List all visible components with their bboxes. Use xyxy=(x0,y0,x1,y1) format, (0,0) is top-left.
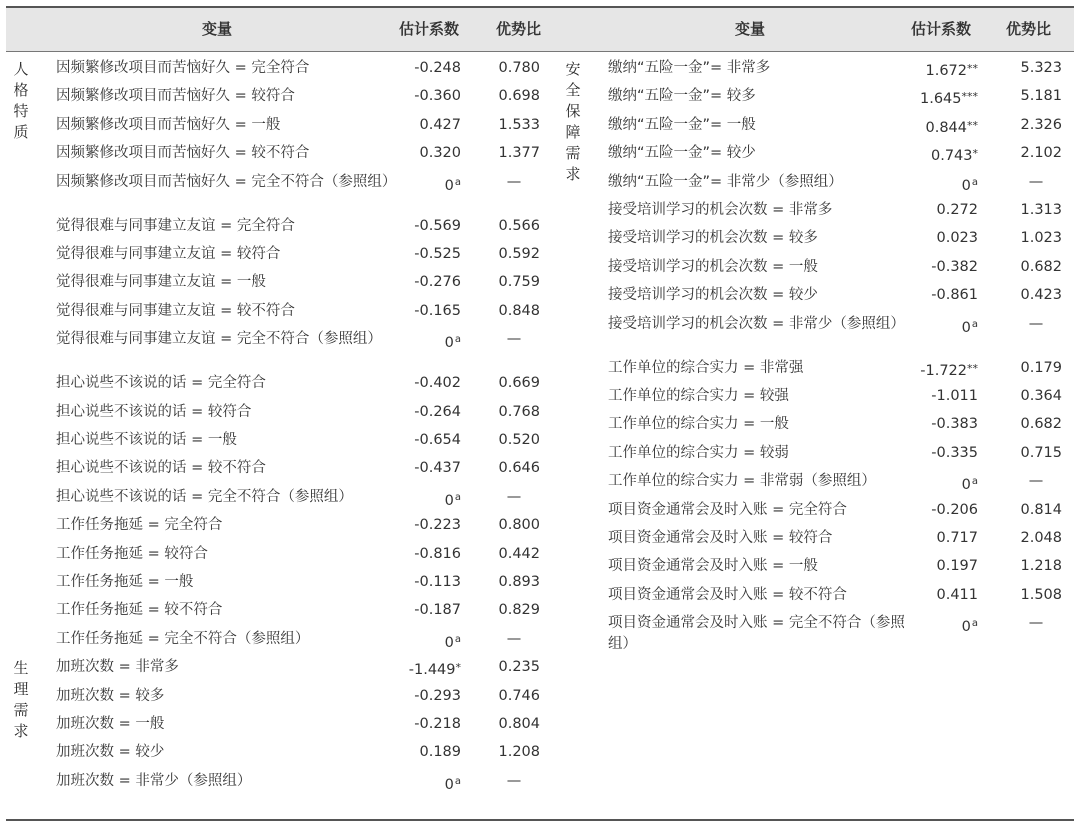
coef-value: 0 xyxy=(961,619,971,636)
coef-cell xyxy=(386,629,461,654)
variable-cell: 加班次数 = 一般 xyxy=(56,716,165,732)
significance-stars: *** xyxy=(961,90,978,104)
significance-stars: ** xyxy=(967,62,978,75)
odds-ratio-cell: 0.780 xyxy=(498,60,540,76)
coef-cell xyxy=(386,172,461,197)
variable-cell: 缴纳“五险一金”= 非常少（参照组） xyxy=(608,173,843,190)
coef-value: -0.382 xyxy=(931,258,978,275)
reference-superscript: a xyxy=(454,775,461,787)
coef-value: -0.223 xyxy=(414,517,461,534)
coef-value: -0.816 xyxy=(414,545,461,562)
coef-value: -0.861 xyxy=(931,287,978,304)
bottom-rule xyxy=(6,819,1074,821)
coef-cell xyxy=(386,430,461,451)
group-label xyxy=(558,59,588,185)
coef-cell xyxy=(386,58,461,79)
group-label-char: 生 xyxy=(13,659,29,678)
coef-cell xyxy=(883,200,978,221)
coef-value: 0.844 xyxy=(925,119,967,136)
variable-cell: 觉得很难与同事建立友谊 = 完全符合 xyxy=(56,217,295,234)
group-label-char: 质 xyxy=(13,123,29,141)
coef-value: -0.569 xyxy=(414,217,461,234)
odds-ratio-cell: — xyxy=(1028,615,1044,632)
variable-cell: 接受培训学习的机会次数 = 非常少（参照组） xyxy=(608,315,905,332)
odds-ratio-cell: — xyxy=(506,331,522,348)
odds-ratio-cell: 0.759 xyxy=(498,274,540,291)
group-label-char: 求 xyxy=(13,722,29,741)
variable-cell: 工作任务拖延 = 完全不符合（参照组） xyxy=(56,630,310,647)
coef-cell xyxy=(386,216,461,237)
coef-value: -0.248 xyxy=(414,60,461,76)
odds-ratio-cell: 5.323 xyxy=(1020,60,1062,76)
coef-value: 0.411 xyxy=(936,586,978,603)
coef-value: -0.383 xyxy=(931,416,978,433)
group-label-char: 求 xyxy=(565,165,581,183)
coef-cell xyxy=(386,115,461,136)
variable-cell: 担心说些不该说的话 = 完全不符合（参照组） xyxy=(56,488,353,505)
odds-ratio-cell: 2.048 xyxy=(1020,530,1062,546)
odds-ratio-cell: 0.715 xyxy=(1020,444,1062,461)
coef-cell xyxy=(883,585,978,606)
coef-cell xyxy=(883,556,978,577)
odds-ratio-cell: — xyxy=(506,488,522,505)
odds-ratio-cell: 0.800 xyxy=(498,517,540,534)
reference-superscript: a xyxy=(454,176,461,188)
odds-ratio-cell: 0.682 xyxy=(1020,416,1062,433)
coef-value: -0.206 xyxy=(931,501,978,518)
variable-cell: 加班次数 = 非常少（参照组） xyxy=(56,772,252,789)
variable-cell: 工作任务拖延 = 一般 xyxy=(56,574,194,590)
odds-ratio-cell: 0.520 xyxy=(498,432,540,448)
coef-cell xyxy=(883,285,978,306)
group-label-char: 人 xyxy=(13,60,29,78)
coef-cell xyxy=(883,500,978,521)
coef-value: -0.293 xyxy=(414,687,461,704)
header-odds-right: 优势比 xyxy=(1006,20,1052,38)
odds-ratio-cell: 0.768 xyxy=(498,403,540,420)
variable-cell: 工作单位的综合实力 = 一般 xyxy=(608,416,789,433)
coef-cell xyxy=(386,244,461,265)
group-label xyxy=(6,59,36,143)
reference-superscript: a xyxy=(971,618,978,630)
group-label-char: 安 xyxy=(565,60,581,78)
variable-cell: 因频繁修改项目而苦恼好久 = 一般 xyxy=(56,116,281,133)
odds-ratio-cell: 1.313 xyxy=(1020,202,1062,218)
coef-value: 0 xyxy=(444,335,454,352)
variable-cell: 缴纳“五险一金”= 较少 xyxy=(608,145,756,162)
variable-cell: 担心说些不该说的话 = 较不符合 xyxy=(56,460,266,477)
variable-cell: 工作单位的综合实力 = 较强 xyxy=(608,388,789,404)
coef-value: 0.023 xyxy=(936,230,978,247)
coef-cell xyxy=(386,714,461,735)
variable-cell: 加班次数 = 非常多 xyxy=(56,659,179,676)
coef-cell xyxy=(883,115,978,139)
significance-stars: * xyxy=(455,661,461,675)
coef-cell xyxy=(386,686,461,707)
coef-cell xyxy=(386,402,461,423)
variable-cell: 因频繁修改项目而苦恼好久 = 较不符合 xyxy=(56,145,310,162)
odds-ratio-cell: — xyxy=(1028,473,1044,490)
variable-cell: 项目资金通常会及时入账 = 较符合 xyxy=(608,530,833,546)
coef-cell xyxy=(883,414,978,435)
variable-cell: 工作单位的综合实力 = 非常弱（参照组） xyxy=(608,473,876,490)
coef-cell xyxy=(883,314,978,339)
odds-ratio-cell: 2.102 xyxy=(1020,145,1062,162)
coef-value: -0.218 xyxy=(414,716,461,732)
variable-cell: 担心说些不该说的话 = 较符合 xyxy=(56,403,252,420)
significance-stars: ** xyxy=(967,118,978,132)
coef-value: -0.187 xyxy=(414,602,461,619)
odds-ratio-cell: — xyxy=(1028,173,1044,190)
odds-ratio-cell: 0.423 xyxy=(1020,287,1062,304)
coef-value: -1.449 xyxy=(408,662,456,679)
coef-value: -0.360 xyxy=(414,88,461,105)
coef-value: 0 xyxy=(961,177,971,194)
odds-ratio-cell: 0.669 xyxy=(498,375,540,392)
variable-cell: 工作单位的综合实力 = 较弱 xyxy=(608,444,789,461)
variable-cell: 觉得很难与同事建立友谊 = 完全不符合（参照组） xyxy=(56,331,382,348)
significance-stars: * xyxy=(972,147,978,161)
reference-superscript: a xyxy=(971,176,978,188)
coef-value: -0.165 xyxy=(414,302,461,319)
odds-ratio-cell: — xyxy=(1028,315,1044,332)
coef-value: 1.645 xyxy=(919,91,962,108)
variable-cell: 因频繁修改项目而苦恼好久 = 完全不符合（参照组） xyxy=(56,173,397,190)
coef-cell xyxy=(386,657,461,681)
odds-ratio-cell: 0.829 xyxy=(498,602,540,619)
group-label-char: 需 xyxy=(565,144,581,162)
coef-cell xyxy=(386,458,461,479)
odds-ratio-cell: 0.646 xyxy=(498,460,540,477)
variable-cell: 项目资金通常会及时入账 = 完全不符合（参照组） xyxy=(608,615,905,653)
group-label-char: 需 xyxy=(13,701,29,720)
variable-cell: 项目资金通常会及时入账 = 一般 xyxy=(608,558,818,575)
coef-value: -0.264 xyxy=(414,403,461,420)
variable-cell: 觉得很难与同事建立友谊 = 较符合 xyxy=(56,246,281,262)
odds-ratio-cell: 0.746 xyxy=(498,687,540,704)
odds-ratio-cell: 0.698 xyxy=(498,88,540,105)
coef-cell xyxy=(883,172,978,197)
variable-cell: 因频繁修改项目而苦恼好久 = 较符合 xyxy=(56,88,295,105)
variable-cell: 工作任务拖延 = 较不符合 xyxy=(56,602,223,619)
variable-cell: 工作任务拖延 = 较符合 xyxy=(56,545,208,562)
coef-cell xyxy=(883,471,978,496)
coef-value: -0.335 xyxy=(931,444,978,461)
odds-ratio-cell: 0.848 xyxy=(498,302,540,319)
group-label-char: 特 xyxy=(13,102,29,120)
variable-cell: 接受培训学习的机会次数 = 较多 xyxy=(608,230,818,247)
coef-cell xyxy=(883,58,978,82)
odds-ratio-cell: 2.326 xyxy=(1020,116,1062,133)
odds-ratio-cell: 0.893 xyxy=(498,574,540,590)
coef-value: -0.276 xyxy=(414,274,461,291)
odds-ratio-cell: — xyxy=(506,630,522,647)
coef-cell xyxy=(386,86,461,107)
variable-cell: 因频繁修改项目而苦恼好久 = 完全符合 xyxy=(56,60,310,76)
reference-superscript: a xyxy=(454,334,461,346)
coef-cell xyxy=(883,228,978,249)
coef-value: 1.672 xyxy=(925,63,967,79)
coef-cell xyxy=(883,613,978,638)
header-odds-left: 优势比 xyxy=(496,20,542,38)
coef-cell xyxy=(386,329,461,354)
variable-cell: 加班次数 = 较多 xyxy=(56,687,165,704)
coef-value: 0.320 xyxy=(419,145,461,162)
variable-cell: 缴纳“五险一金”= 一般 xyxy=(608,116,756,133)
coef-value: 0 xyxy=(961,477,971,494)
odds-ratio-cell: 0.814 xyxy=(1020,501,1062,518)
header-variable-left: 变量 xyxy=(202,20,233,38)
coef-cell xyxy=(386,771,461,796)
coef-cell xyxy=(883,358,978,382)
variable-cell: 担心说些不该说的话 = 一般 xyxy=(56,432,237,448)
coef-value: 0.717 xyxy=(936,530,978,546)
group-label-char: 格 xyxy=(13,81,29,99)
coef-value: -0.437 xyxy=(414,460,461,477)
coef-cell xyxy=(386,487,461,512)
odds-ratio-cell: 1.508 xyxy=(1020,586,1062,603)
coef-value: 0.427 xyxy=(419,116,461,133)
variable-cell: 缴纳“五险一金”= 非常多 xyxy=(608,60,771,76)
coef-value: 0 xyxy=(961,319,971,336)
odds-ratio-cell: 0.592 xyxy=(498,246,540,262)
coef-value: 0.272 xyxy=(936,202,978,218)
odds-ratio-cell: 5.181 xyxy=(1020,88,1062,105)
header-variable-right: 变量 xyxy=(735,20,766,38)
variable-cell: 工作单位的综合实力 = 非常强 xyxy=(608,359,804,376)
odds-ratio-cell: 1.023 xyxy=(1020,230,1062,247)
coef-value: -0.402 xyxy=(414,375,461,392)
odds-ratio-cell: 1.218 xyxy=(1020,558,1062,575)
odds-ratio-cell: 0.235 xyxy=(498,659,540,676)
coef-value: -0.525 xyxy=(414,246,461,262)
odds-ratio-cell: — xyxy=(506,772,522,789)
variable-cell: 缴纳“五险一金”= 较多 xyxy=(608,88,756,105)
coef-value: 0 xyxy=(444,177,454,194)
odds-ratio-cell: 1.377 xyxy=(498,145,540,162)
table-header xyxy=(6,8,1074,52)
coef-value: 0 xyxy=(444,492,454,509)
reference-superscript: a xyxy=(454,633,461,645)
variable-cell: 工作任务拖延 = 完全符合 xyxy=(56,517,223,534)
group-label-char: 理 xyxy=(13,680,29,699)
coef-value: 0.743 xyxy=(930,148,973,165)
coef-cell xyxy=(883,86,978,110)
coef-cell xyxy=(386,600,461,621)
coef-cell xyxy=(386,143,461,164)
reference-superscript: a xyxy=(971,476,978,488)
variable-cell: 项目资金通常会及时入账 = 完全符合 xyxy=(608,501,847,518)
group-label-char: 保 xyxy=(565,102,581,120)
variable-cell: 项目资金通常会及时入账 = 较不符合 xyxy=(608,586,847,603)
coef-cell xyxy=(386,572,461,593)
odds-ratio-cell: 1.208 xyxy=(498,744,540,761)
odds-ratio-cell: 0.566 xyxy=(498,217,540,234)
coef-value: -0.113 xyxy=(414,574,461,590)
odds-ratio-cell: 1.533 xyxy=(498,116,540,133)
variable-cell: 加班次数 = 较少 xyxy=(56,744,165,761)
coef-cell xyxy=(883,143,978,167)
significance-stars: ** xyxy=(967,361,978,375)
coef-value: 0.197 xyxy=(936,558,978,575)
header-coef-right: 估计系数 xyxy=(911,20,972,38)
variable-cell: 觉得很难与同事建立友谊 = 一般 xyxy=(56,274,266,291)
odds-ratio-cell: 0.364 xyxy=(1020,388,1062,404)
group-label-char: 全 xyxy=(565,81,581,99)
coef-value: 0 xyxy=(444,776,454,793)
odds-ratio-cell: — xyxy=(506,173,522,190)
variable-cell: 接受培训学习的机会次数 = 非常多 xyxy=(608,202,833,218)
coef-cell xyxy=(883,443,978,464)
coef-cell xyxy=(386,544,461,565)
odds-ratio-cell: 0.804 xyxy=(498,716,540,732)
variable-cell: 觉得很难与同事建立友谊 = 较不符合 xyxy=(56,302,295,319)
coef-value: -1.011 xyxy=(931,388,978,404)
reference-superscript: a xyxy=(454,491,461,503)
odds-ratio-cell: 0.179 xyxy=(1020,359,1062,376)
coef-value: -1.722 xyxy=(920,362,967,379)
coef-cell xyxy=(883,257,978,278)
header-coef-left: 估计系数 xyxy=(399,20,460,38)
coef-value: -0.654 xyxy=(414,432,461,448)
variable-cell: 接受培训学习的机会次数 = 较少 xyxy=(608,287,818,304)
coef-value: 0.189 xyxy=(419,744,461,761)
coef-cell xyxy=(386,272,461,293)
variable-cell: 担心说些不该说的话 = 完全符合 xyxy=(56,375,266,392)
odds-ratio-cell: 0.682 xyxy=(1020,258,1062,275)
coef-cell xyxy=(386,373,461,394)
variable-cell: 接受培训学习的机会次数 = 一般 xyxy=(608,258,818,275)
reference-superscript: a xyxy=(971,318,978,330)
odds-ratio-cell: 0.442 xyxy=(498,545,540,562)
coef-cell xyxy=(883,386,978,407)
group-label-char: 障 xyxy=(565,123,581,141)
coef-cell xyxy=(386,301,461,322)
coef-cell xyxy=(386,515,461,536)
group-label xyxy=(6,658,36,742)
coef-cell xyxy=(386,742,461,763)
coef-cell xyxy=(883,528,978,549)
coef-value: 0 xyxy=(444,634,454,651)
